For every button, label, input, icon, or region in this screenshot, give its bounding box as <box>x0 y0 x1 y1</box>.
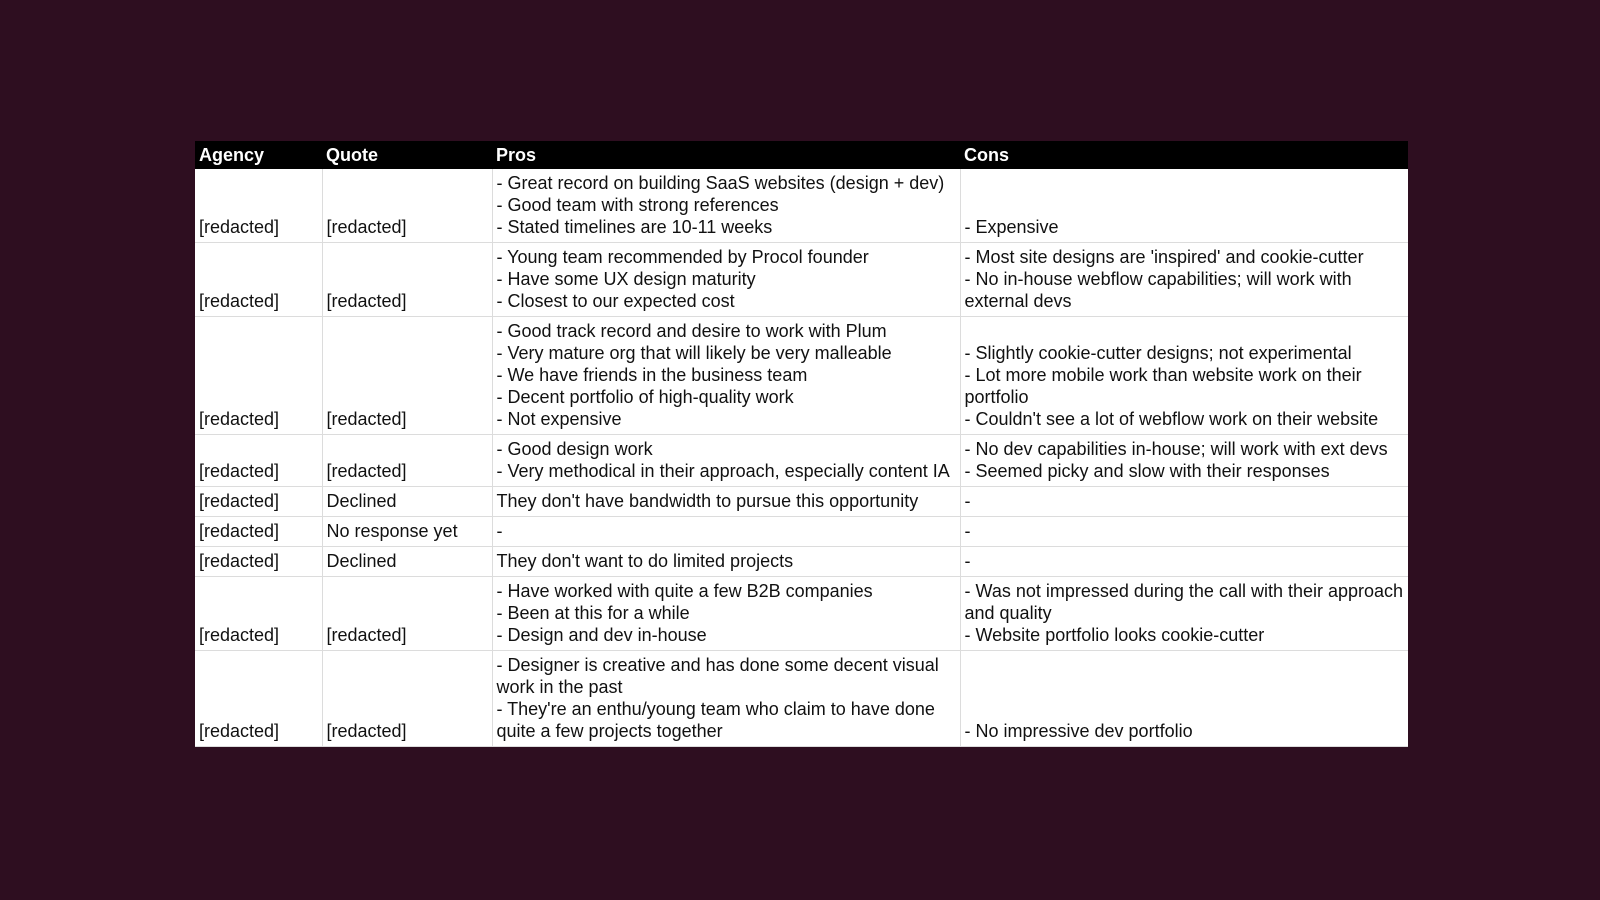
cell-quote[interactable]: [redacted] <box>322 317 492 435</box>
table-body <box>195 169 1408 747</box>
header-agency[interactable]: Agency <box>195 141 322 169</box>
cell-agency[interactable]: [redacted] <box>195 517 322 547</box>
table-row <box>195 517 1408 547</box>
cell-agency[interactable]: [redacted] <box>195 243 322 317</box>
cell-pros[interactable]: They don't want to do limited projects <box>492 547 960 577</box>
header-cons[interactable]: Cons <box>960 141 1408 169</box>
cell-pros[interactable]: - <box>492 517 960 547</box>
header-pros[interactable]: Pros <box>492 141 960 169</box>
table-row <box>195 651 1408 747</box>
cell-quote[interactable]: [redacted] <box>322 435 492 487</box>
cell-quote[interactable]: No response yet <box>322 517 492 547</box>
cell-quote[interactable]: Declined <box>322 547 492 577</box>
cell-agency[interactable]: [redacted] <box>195 487 322 517</box>
cell-agency[interactable]: [redacted] <box>195 317 322 435</box>
table-row <box>195 487 1408 517</box>
cell-agency[interactable]: [redacted] <box>195 651 322 747</box>
cell-quote[interactable]: Declined <box>322 487 492 517</box>
cell-quote[interactable]: [redacted] <box>322 651 492 747</box>
table-row <box>195 547 1408 577</box>
table-row <box>195 317 1408 435</box>
table-row <box>195 577 1408 651</box>
cell-agency[interactable]: [redacted] <box>195 435 322 487</box>
cell-cons[interactable]: - No impressive dev portfolio <box>960 651 1408 747</box>
cell-cons[interactable]: - Slightly cookie-cutter designs; not experimental - Lot more mobile work than website work on their portfolio - Couldn't see a lot of webflow work on their website <box>960 317 1408 435</box>
cell-cons[interactable]: - <box>960 487 1408 517</box>
agency-comparison-sheet <box>195 141 1408 747</box>
cell-cons[interactable]: - Most site designs are 'inspired' and cookie-cutter - No in-house webflow capabilities; will work with external devs <box>960 243 1408 317</box>
cell-cons[interactable]: - No dev capabilities in-house; will work with ext devs - Seemed picky and slow with their responses <box>960 435 1408 487</box>
cell-cons[interactable]: - <box>960 517 1408 547</box>
cell-quote[interactable]: [redacted] <box>322 169 492 243</box>
cell-cons[interactable]: - <box>960 547 1408 577</box>
cell-agency[interactable]: [redacted] <box>195 577 322 651</box>
cell-cons[interactable]: - Expensive <box>960 169 1408 243</box>
table-row <box>195 243 1408 317</box>
cell-pros[interactable]: - Great record on building SaaS websites (design + dev) - Good team with strong references - Stated timelines are 10-11 weeks <box>492 169 960 243</box>
header-quote[interactable]: Quote <box>322 141 492 169</box>
cell-pros[interactable]: - Have worked with quite a few B2B companies - Been at this for a while - Design and dev in-house <box>492 577 960 651</box>
header-row <box>195 141 1408 169</box>
cell-pros[interactable]: - Good track record and desire to work with Plum - Very mature org that will likely be very malleable - We have friends in the business team - Decent portfolio of high-quality work - Not expensive <box>492 317 960 435</box>
agency-comparison-table <box>195 141 1408 747</box>
cell-agency[interactable]: [redacted] <box>195 547 322 577</box>
table-header <box>195 141 1408 169</box>
cell-pros[interactable]: - Designer is creative and has done some decent visual work in the past - They're an enthu/young team who claim to have done quite a few projects together <box>492 651 960 747</box>
cell-pros[interactable]: - Young team recommended by Procol founder - Have some UX design maturity - Closest to our expected cost <box>492 243 960 317</box>
cell-agency[interactable]: [redacted] <box>195 169 322 243</box>
table-row <box>195 435 1408 487</box>
cell-pros[interactable]: They don't have bandwidth to pursue this opportunity <box>492 487 960 517</box>
cell-cons[interactable]: - Was not impressed during the call with their approach and quality - Website portfolio looks cookie-cutter <box>960 577 1408 651</box>
cell-quote[interactable]: [redacted] <box>322 577 492 651</box>
cell-pros[interactable]: - Good design work - Very methodical in their approach, especially content IA <box>492 435 960 487</box>
table-row <box>195 169 1408 243</box>
cell-quote[interactable]: [redacted] <box>322 243 492 317</box>
